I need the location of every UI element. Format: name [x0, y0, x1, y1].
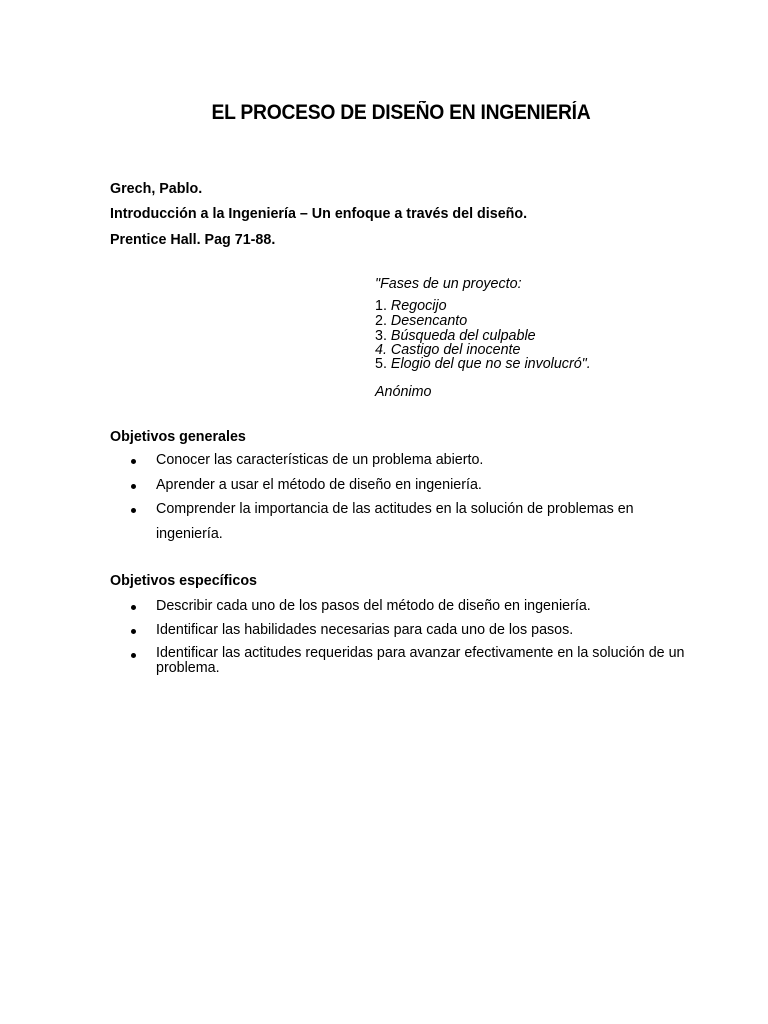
bullet-icon: [131, 508, 136, 513]
quote-item-text: Desencanto: [390, 313, 468, 329]
specific-objectives-heading: Objetivos específicos: [110, 573, 257, 589]
quote-item-number: 1.: [375, 298, 391, 314]
quote-item-number: 3.: [375, 328, 391, 344]
general-objectives-heading: Objetivos generales: [110, 429, 246, 445]
reference-publisher: Prentice Hall. Pag 71-88.: [110, 232, 276, 248]
quote-item-text: 4. Castigo del inocente: [375, 342, 521, 358]
bullet-icon: [131, 653, 136, 658]
reference-book: Introducción a la Ingeniería – Un enfoque a través del diseño.: [110, 206, 528, 222]
quote-item-text: Búsqueda del culpable: [390, 328, 536, 344]
document-title: EL PROCESO DE DISEÑO EN INGENIERÍA: [211, 101, 591, 124]
bullet-icon: [131, 484, 136, 489]
quote-item-number: 5.: [375, 356, 391, 372]
quote-item-number: 2.: [375, 313, 391, 329]
quote-item-1: [375, 298, 447, 314]
bullet-icon: [131, 629, 136, 634]
quote-item-text: Elogio del que no se involucró".: [390, 356, 591, 372]
quote-intro: "Fases de un proyecto:: [375, 276, 522, 292]
bullet-icon: [131, 459, 136, 464]
bullet-icon: [131, 605, 136, 610]
reference-author: Grech, Pablo.: [110, 181, 203, 197]
quote-item-2: [375, 313, 467, 329]
quote-item-5: [375, 356, 591, 372]
document-page: EL PROCESO DE DISEÑO EN INGENIERÍA Grech, Pablo. Introducción a la Ingeniería – Un enfoque a través del diseño. Prentice Hall. Pag 71-88. "Fases de un proyecto: 1. Regocijo 2. Desencanto 3. Búsqueda del culpable 4. Castigo del inocente 5. Elogio del que no se involucró". Anónimo Objetivos generales Conocer las características de un problema abierto. Aprender a usar el método de diseño en ingeniería. Comprender la importancia de las actitudes en la solución de problemas en ingeniería. Objetivos específicos Describir cada uno de los pasos del método de diseño en ingeniería. Identificar las habilidades necesarias para cada uno de los pasos. Identificar las actitudes requeridas para avanzar efectivamente en la solución de un problema.: [0, 0, 768, 1024]
quote-item-text: Regocijo: [390, 298, 447, 314]
quote-author: Anónimo: [375, 384, 432, 400]
